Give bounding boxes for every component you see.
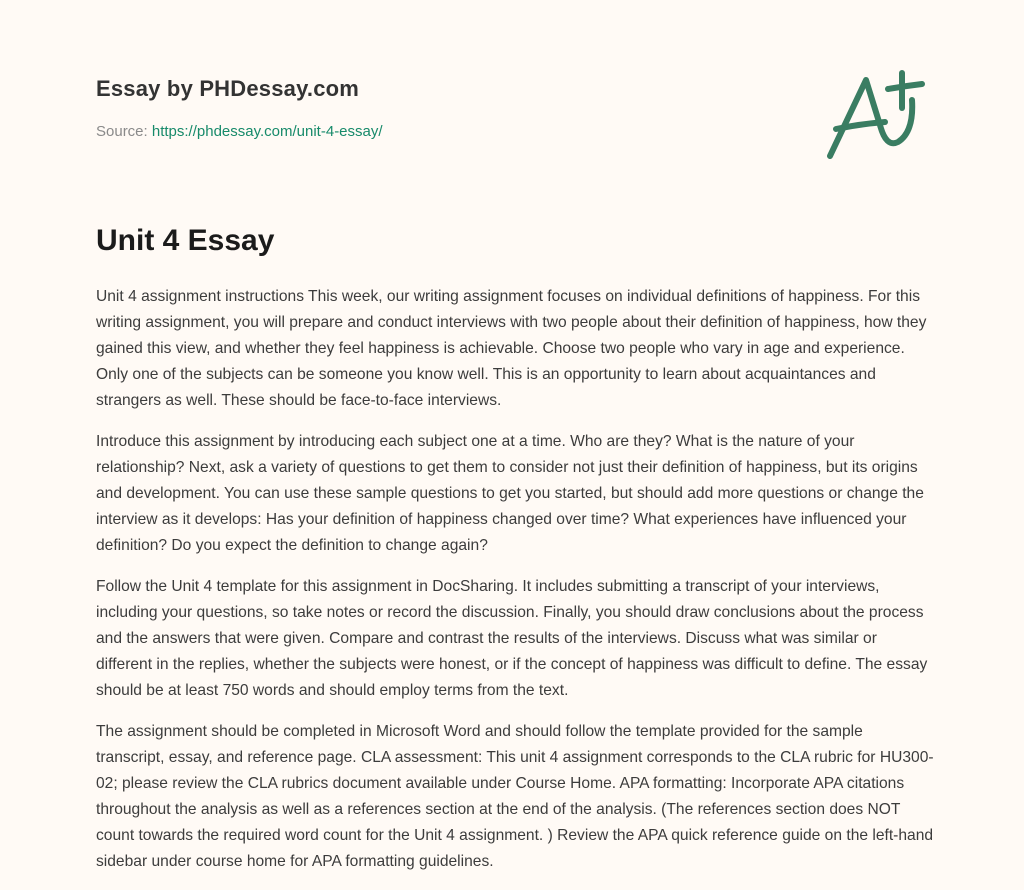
paragraph: Introduce this assignment by introducing each subject one at a time. Who are they? What is the nature of your relationship? Next, ask a variety of questions to get them to consider not just their definition of happiness, but its origins and development. You can use these sample questions to get you started, but should add more questions or change the interview as it develops: Has your definition of happiness changed over time? What experiences have influenced your definition? Do you expect the definition to change again? [96, 433, 924, 554]
source-label: Source: [96, 123, 148, 140]
paragraph: Unit 4 assignment instructions This week, our writing assignment focuses on individual definitions of happiness. For this writing assignment, you will prepare and conduct interviews with two people about their definition of happiness, how they gained this view, and whether they feel happiness is achievable. Choose two people who vary in age and experience. Only one of the subjects can be someone you know well. This is an opportunity to learn about acquaintances and strangers as well. These should be face-to-face interviews. [96, 288, 927, 409]
source-link[interactable]: https://phdessay.com/unit-4-essay/ [151, 123, 383, 140]
paragraph: The assignment should be completed in Microsoft Word and should follow the template provided for the sample transcript, essay, and reference page. CLA assessment: This unit 4 assignment corresponds to the CLA rubric for HU300-02; please review the CLA rubrics document available under Course Home. APA formatting: Incorporate APA citations throughout the analysis as well as a references section at the end of the analysis. (The references section does NOT count towards the required word count for the Unit 4 assignment. ) Review the APA quick reference guide on the left-hand sidebar under course home for APA formatting guidelines. [96, 723, 934, 870]
a-plus-logo-icon [815, 62, 935, 167]
source-line [96, 123, 383, 140]
site-title: Essay by PHDessay.com [96, 76, 360, 101]
paragraph: Follow the Unit 4 template for this assignment in DocSharing. It includes submitting a transcript of your interviews, including your questions, so take notes or record the discussion. Finally, you should draw conclusions about the process and the answers that were given. Compare and contrast the results of the interviews. Discuss what was similar or different in the replies, whether the subjects were honest, or if the concept of happiness was difficult to define. The essay should be at least 750 words and should employ terms from the text. [96, 578, 928, 699]
article-body [96, 284, 934, 890]
article-title: Unit 4 Essay [96, 224, 275, 257]
